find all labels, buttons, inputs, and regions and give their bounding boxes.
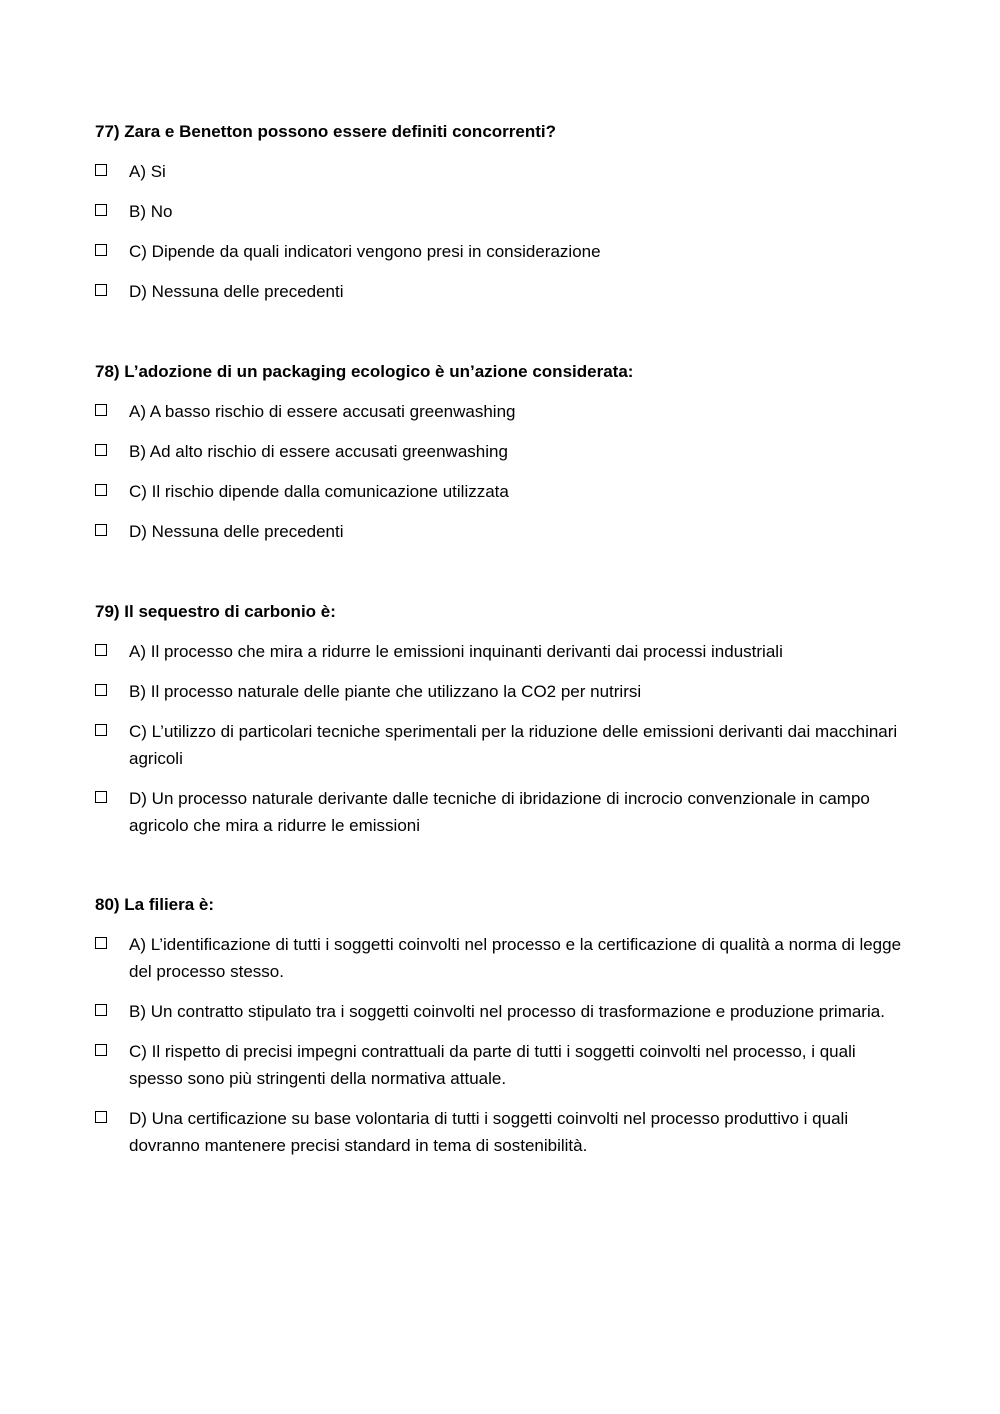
checkbox[interactable]: [95, 1044, 107, 1056]
option-b[interactable]: [95, 678, 905, 705]
checkbox[interactable]: [95, 284, 107, 296]
option-label: C) Il rispetto di precisi impegni contrattuali da parte di tutti i soggetti coinvolti nel processo, i quali spesso sono più stringenti della normativa attuale.: [129, 1042, 856, 1088]
option-b[interactable]: [95, 438, 905, 465]
option-label: D) Un processo naturale derivante dalle tecniche di ibridazione di incrocio convenzionale in campo agricolo che mira a ridurre le emissioni: [129, 789, 870, 835]
question-79: [95, 599, 905, 839]
checkbox[interactable]: [95, 791, 107, 803]
option-c[interactable]: [95, 478, 905, 505]
option-label: A) A basso rischio di essere accusati greenwashing: [129, 402, 516, 421]
option-label: C) L’utilizzo di particolari tecniche sperimentali per la riduzione delle emissioni derivanti dai macchinari agricoli: [129, 722, 898, 768]
checkbox[interactable]: [95, 937, 107, 949]
option-d[interactable]: [95, 518, 905, 545]
option-label: C) Il rischio dipende dalla comunicazione utilizzata: [129, 482, 509, 501]
option-c[interactable]: [95, 718, 905, 772]
question-77: [95, 119, 905, 305]
question-title: 80) La filiera è:: [95, 895, 215, 914]
checkbox[interactable]: [95, 1111, 107, 1123]
checkbox[interactable]: [95, 524, 107, 536]
question-78: [95, 359, 905, 545]
option-a[interactable]: [95, 931, 905, 985]
option-a[interactable]: [95, 398, 905, 425]
question-80: [95, 892, 905, 1159]
option-label: A) L’identificazione di tutti i soggetti coinvolti nel processo e la certificazione di qualità a norma di legge del processo stesso.: [129, 935, 902, 981]
option-label: B) No: [129, 202, 173, 221]
option-label: A) Si: [129, 162, 166, 181]
checkbox[interactable]: [95, 204, 107, 216]
option-label: D) Una certificazione su base volontaria di tutti i soggetti coinvolti nel processo produttivo i quali dovranno mantenere precisi standard in tema di sostenibilità.: [129, 1109, 849, 1155]
option-d[interactable]: [95, 278, 905, 305]
option-label: A) Il processo che mira a ridurre le emissioni inquinanti derivanti dai processi industriali: [129, 642, 783, 661]
checkbox[interactable]: [95, 404, 107, 416]
question-title: 78) L’adozione di un packaging ecologico è un’azione considerata:: [95, 362, 634, 381]
option-c[interactable]: [95, 1038, 905, 1092]
checkbox[interactable]: [95, 484, 107, 496]
option-b[interactable]: [95, 198, 905, 225]
option-d[interactable]: [95, 1105, 905, 1159]
checkbox[interactable]: [95, 1004, 107, 1016]
checkbox[interactable]: [95, 684, 107, 696]
checkbox[interactable]: [95, 644, 107, 656]
option-d[interactable]: [95, 785, 905, 839]
option-label: B) Il processo naturale delle piante che utilizzano la CO2 per nutrirsi: [129, 682, 642, 701]
question-title: 79) Il sequestro di carbonio è:: [95, 602, 336, 621]
option-c[interactable]: [95, 238, 905, 265]
option-b[interactable]: [95, 998, 905, 1025]
option-label: B) Ad alto rischio di essere accusati greenwashing: [129, 442, 508, 461]
checkbox[interactable]: [95, 164, 107, 176]
checkbox[interactable]: [95, 244, 107, 256]
option-label: C) Dipende da quali indicatori vengono presi in considerazione: [129, 242, 601, 261]
option-a[interactable]: [95, 158, 905, 185]
question-title: 77) Zara e Benetton possono essere definiti concorrenti?: [95, 122, 556, 141]
option-label: D) Nessuna delle precedenti: [129, 282, 344, 301]
option-a[interactable]: [95, 638, 905, 665]
checkbox[interactable]: [95, 444, 107, 456]
option-label: D) Nessuna delle precedenti: [129, 522, 344, 541]
option-label: B) Un contratto stipulato tra i soggetti coinvolti nel processo di trasformazione e produzione primaria.: [129, 1002, 885, 1021]
checkbox[interactable]: [95, 724, 107, 736]
